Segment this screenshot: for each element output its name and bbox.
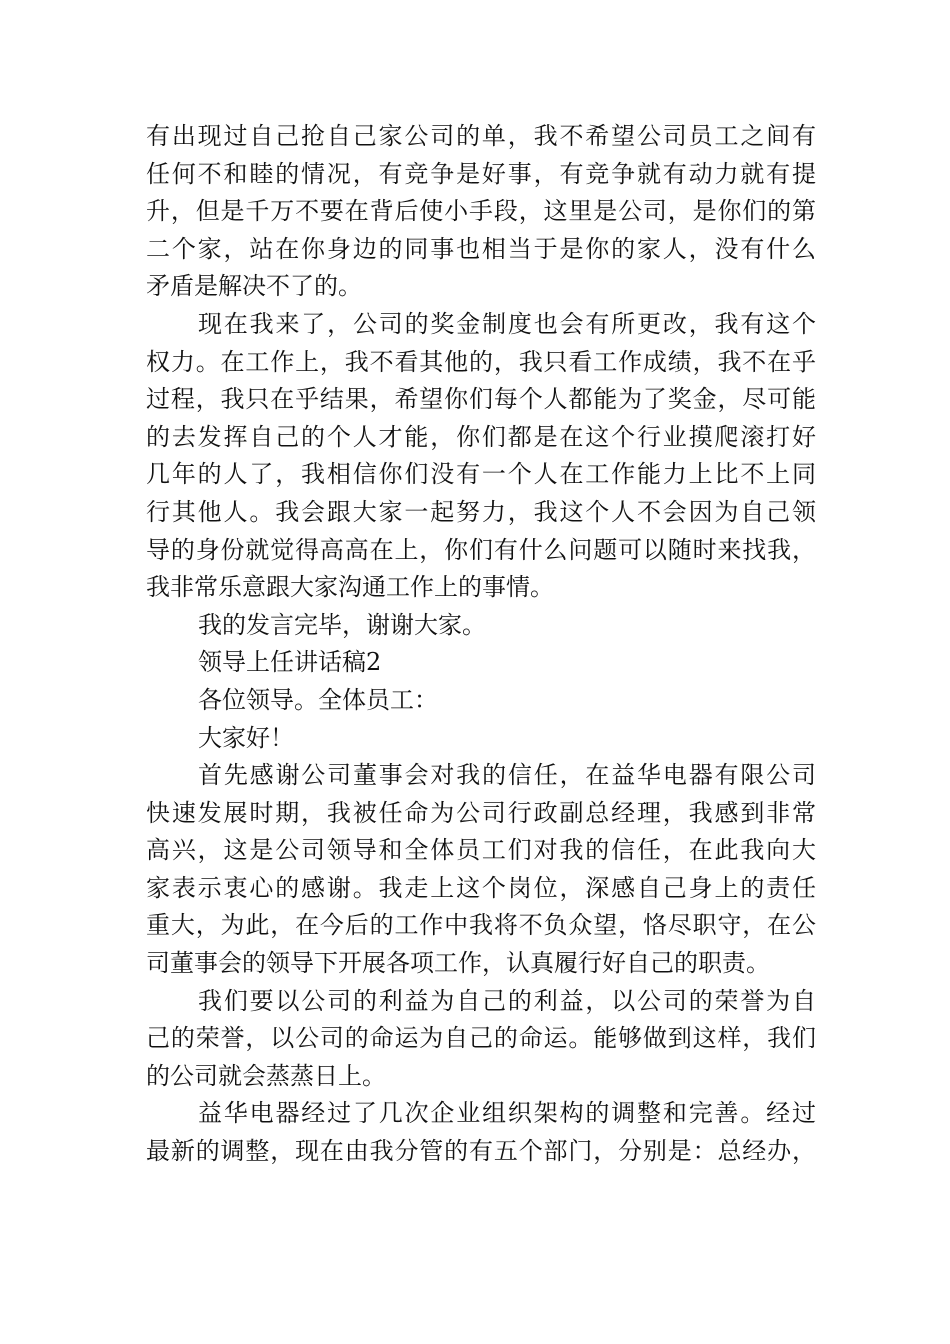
text-line: 任何不和睦的情况，有竞争是好事，有竞争就有动力就有提 (146, 159, 816, 188)
text-line: 的去发挥自己的个人才能，你们都是在这个行业摸爬滚打好 (146, 422, 816, 451)
text-line: 我非常乐意跟大家沟通工作上的事情。 (146, 573, 554, 602)
text-line: 二个家，站在你身边的同事也相当于是你的家人，没有什么 (146, 234, 816, 263)
text-line: 导的身份就觉得高高在上，你们有什么问题可以随时来找我， (146, 535, 816, 564)
text-line: 快速发展时期，我被任命为公司行政副总经理，我感到非常 (146, 798, 816, 827)
text-line: 首先感谢公司董事会对我的信任，在益华电器有限公司 (198, 761, 816, 790)
text-line: 我的发言完毕，谢谢大家。 (198, 610, 486, 639)
text-line: 最新的调整，现在由我分管的有五个部门，分别是：总经办， (146, 1137, 816, 1166)
text-line: 行其他人。我会跟大家一起努力，我这个人不会因为自己领 (146, 497, 816, 526)
text-line: 矛盾是解决不了的。 (146, 272, 362, 301)
text-line: 有出现过自己抢自己家公司的单，我不希望公司员工之间有 (146, 122, 816, 150)
text-line: 重大，为此，在今后的工作中我将不负众望，恪尽职守，在公 (146, 911, 816, 940)
text-line: 升，但是千万不要在背后使小手段，这里是公司，是你们的第 (146, 197, 816, 226)
text-line: 的公司就会蒸蒸日上。 (146, 1061, 386, 1090)
text-line: 高兴，这是公司领导和全体员工们对我的信任，在此我向大 (146, 836, 816, 865)
text-line: 几年的人了，我相信你们没有一个人在工作能力上比不上同 (146, 460, 816, 489)
text-line: 我们要以公司的利益为自己的利益，以公司的荣誉为自 (198, 986, 816, 1015)
text-line: 益华电器经过了几次企业组织架构的调整和完善。经过 (198, 1099, 816, 1128)
text-line: 司董事会的领导下开展各项工作，认真履行好自己的职责。 (146, 949, 770, 978)
text-line: 过程，我只在乎结果，希望你们每个人都能为了奖金，尽可能 (146, 385, 816, 414)
text-line: 大家好！ (198, 723, 294, 752)
text-line: 己的荣誉，以公司的命运为自己的命运。能够做到这样，我们 (146, 1024, 816, 1053)
text-line: 权力。在工作上，我不看其他的，我只看工作成绩，我不在乎 (146, 347, 816, 376)
text-line: 现在我来了，公司的奖金制度也会有所更改，我有这个 (198, 309, 816, 338)
document-body (146, 118, 816, 1171)
text-line: 家表示衷心的感谢。我走上这个岗位，深感自己身上的责任 (146, 873, 816, 902)
text-line: 领导上任讲话稿2 (198, 648, 382, 677)
text-line: 各位领导。全体员工： (198, 685, 438, 714)
